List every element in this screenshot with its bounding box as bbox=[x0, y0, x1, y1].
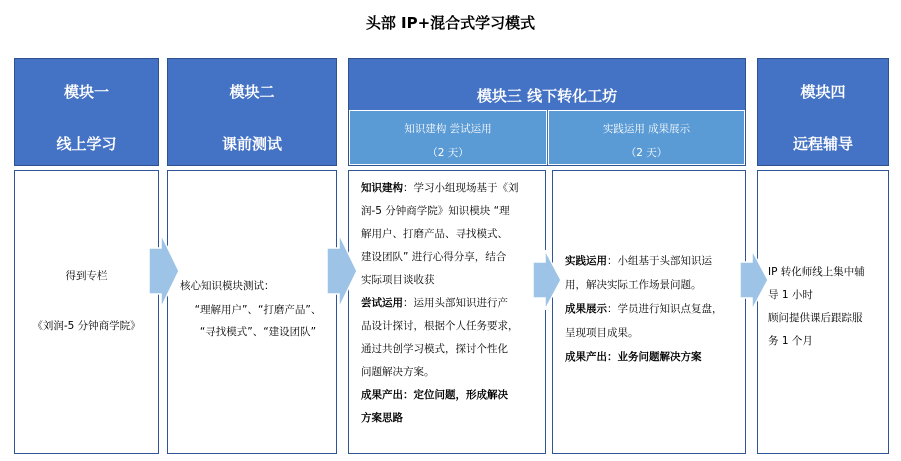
box5-l2: 导 1 小时 bbox=[768, 289, 813, 301]
arrow-1-to-2 bbox=[149, 234, 179, 308]
module-2-content bbox=[167, 170, 337, 454]
box4-p2-label: 成果展示 bbox=[565, 303, 607, 315]
module-1-content bbox=[14, 170, 159, 454]
box4-p2-l2: 呈现项目成果。 bbox=[565, 327, 639, 339]
module-3-sub-a-label: 知识建构 尝试运用 bbox=[404, 123, 492, 135]
module-4-subtitle: 远程辅导 bbox=[792, 135, 853, 153]
box3-k1-l5: 实际项目谈收获 bbox=[361, 274, 435, 286]
box3-k1-l4: 建设团队” 进行心得分享，结合 bbox=[361, 251, 507, 263]
box4-p1-l2: 用，解决实际工作场景问题。 bbox=[565, 279, 702, 291]
box4-p1-l1 bbox=[565, 249, 745, 273]
box3-k1-l1 bbox=[361, 177, 545, 200]
arrow-2-to-3 bbox=[327, 234, 357, 308]
module-4-content bbox=[757, 170, 889, 454]
box3-k2-l1 bbox=[361, 292, 545, 315]
box3-k2-label: 尝试运用 bbox=[361, 297, 403, 309]
box4-p1-text: ：小组基于头部知识运 bbox=[607, 255, 712, 267]
box5-l3: 顾问提供课后跟踪服 bbox=[768, 312, 863, 324]
module-4-header bbox=[757, 58, 889, 166]
box3-text bbox=[361, 177, 545, 430]
box3-k2-l2: 品设计探讨，根据个人任务要求， bbox=[361, 320, 519, 332]
module-1-subtitle: 线上学习 bbox=[56, 135, 117, 153]
module-2-name: 模块二 bbox=[229, 83, 275, 101]
box4-p2-text: ：学员进行知识点复盘， bbox=[607, 303, 723, 315]
arrow-3a-to-3b bbox=[533, 250, 561, 310]
box3-k2-l3: 通过共创学习模式，探讨个性化 bbox=[361, 343, 508, 355]
box1-line2: 《刘润-5 分钟商学院》 bbox=[32, 320, 141, 332]
module-3-sub-a-duration: （2 天） bbox=[427, 147, 469, 159]
box3-k3-l2: 方案思路 bbox=[361, 412, 403, 424]
module-1-name: 模块一 bbox=[63, 83, 109, 101]
module-3-sub-b-label: 实践运用 成果展示 bbox=[602, 123, 691, 135]
module-3-sub-b bbox=[548, 110, 745, 165]
box5-l4: 务 1 个月 bbox=[768, 335, 813, 347]
box2-line2: “理解用户”、“打磨产品”、 bbox=[194, 304, 322, 316]
box4-text bbox=[565, 249, 745, 369]
box3-k1-text: ：学习小组现场基于《刘 bbox=[403, 182, 519, 194]
box2-line1: 核心知识模块测试： bbox=[180, 280, 275, 292]
module-3-sub-a bbox=[349, 110, 547, 165]
box4-p2-l1 bbox=[565, 297, 745, 321]
module-4-name: 模块四 bbox=[800, 83, 846, 101]
box3-k2-l4: 问题解决方案。 bbox=[361, 366, 435, 378]
module-3-sub-b-duration: （2 天） bbox=[625, 147, 668, 159]
module-1-header bbox=[14, 58, 159, 166]
box4-p3: 成果产出：业务问题解决方案 bbox=[565, 351, 702, 363]
box2-line3: “寻找模式”、“建设团队” bbox=[199, 326, 317, 338]
box3-k1-label: 知识建构 bbox=[361, 182, 403, 194]
box5-text bbox=[768, 261, 888, 353]
module-2-subtitle: 课前测试 bbox=[221, 135, 282, 153]
box4-p1-label: 实践运用 bbox=[565, 255, 607, 267]
box1-line1: 得到专栏 bbox=[65, 270, 108, 282]
module-3b-content bbox=[552, 170, 746, 454]
module-2-header bbox=[167, 58, 337, 166]
module-3a-content bbox=[348, 170, 546, 454]
box3-k1-l2: 润-5 分钟商学院》知识模块 “理 bbox=[361, 205, 510, 217]
box3-k1-l3: 解用户、打磨产品、寻找模式、 bbox=[361, 228, 508, 240]
box5-l1: IP 转化师线上集中辅 bbox=[768, 266, 865, 278]
box3-k2-text: ：运用头部知识进行产 bbox=[403, 297, 508, 309]
diagram-title: 头部 IP+混合式学习模式 bbox=[365, 14, 536, 32]
arrow-3-to-4 bbox=[740, 250, 768, 310]
box3-k3-l1: 成果产出：定位问题，形成解决 bbox=[361, 389, 508, 401]
module-3-name: 模块三 线下转化工坊 bbox=[476, 87, 618, 105]
